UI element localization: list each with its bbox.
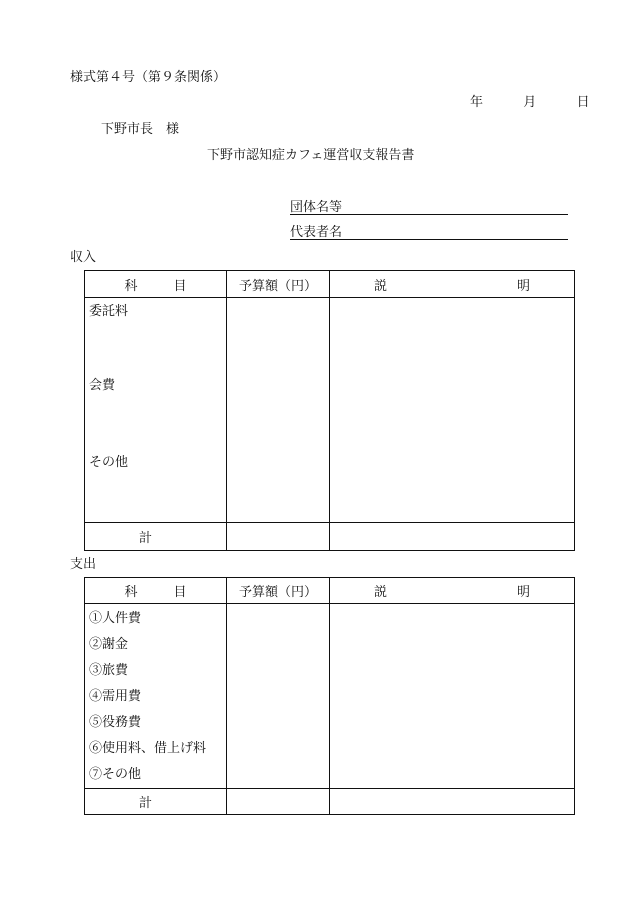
expense-header-row — [85, 578, 575, 604]
date-month: 月 — [523, 95, 537, 110]
income-header-item — [85, 271, 227, 298]
expense-item: ⑦その他 — [89, 767, 142, 782]
income-item: その他 — [89, 455, 129, 470]
expense-total-budget[interactable] — [227, 789, 330, 815]
group-name-label: 団体名等 — [290, 200, 343, 215]
expense-budget-cell[interactable] — [227, 604, 330, 789]
income-header-budget: 予算額（円） — [227, 271, 330, 298]
income-item: 会費 — [89, 378, 116, 393]
expense-item: ④需用費 — [89, 689, 142, 704]
income-total-description[interactable] — [330, 523, 575, 551]
income-total-row — [85, 523, 575, 551]
expense-header-budget: 予算額（円） — [227, 578, 330, 604]
expense-header-description — [330, 578, 575, 604]
document-title: 下野市認知症カフェ運営収支報告書 — [207, 148, 415, 163]
date-year: 年 — [470, 95, 484, 110]
expense-section-label: 支出 — [70, 557, 97, 572]
income-items-row — [85, 298, 575, 523]
representative-field[interactable] — [290, 221, 568, 240]
expense-items-row — [85, 604, 575, 789]
expense-table — [84, 577, 575, 815]
income-total-budget[interactable] — [227, 523, 330, 551]
header-item-a: 科 — [124, 585, 138, 600]
expense-item: ⑥使用料、借上げ料 — [89, 741, 207, 756]
date-day: 日 — [576, 95, 590, 110]
header-item-b: 目 — [173, 278, 187, 294]
income-items-cell — [85, 298, 227, 523]
income-budget-cell[interactable] — [227, 298, 330, 523]
expense-total-row — [85, 789, 575, 815]
income-table — [84, 270, 575, 551]
header-desc-b: 明 — [517, 585, 531, 600]
header-desc-a: 説 — [373, 585, 387, 600]
income-total-label: 計 — [85, 523, 227, 551]
income-description-cell[interactable] — [330, 298, 575, 523]
date-line — [470, 95, 590, 111]
expense-total-label: 計 — [85, 789, 227, 815]
addressee: 下野市長 様 — [101, 122, 180, 137]
income-item: 委託料 — [89, 304, 129, 319]
expense-items-cell — [85, 604, 227, 789]
group-name-field[interactable] — [290, 196, 568, 215]
expense-item: ①人件費 — [89, 611, 142, 626]
expense-description-cell[interactable] — [330, 604, 575, 789]
expense-item: ②謝金 — [89, 637, 129, 652]
header-desc-a: 説 — [373, 278, 387, 294]
income-section-label: 収入 — [70, 250, 97, 265]
expense-header-item — [85, 578, 227, 604]
income-header-description — [330, 271, 575, 298]
expense-total-description[interactable] — [330, 789, 575, 815]
form-number: 様式第４号（第９条関係） — [70, 70, 227, 85]
header-desc-b: 明 — [517, 278, 531, 294]
expense-item: ③旅費 — [89, 663, 129, 678]
expense-item: ⑤役務費 — [89, 715, 142, 730]
representative-label: 代表者名 — [290, 225, 343, 240]
header-item-a: 科 — [124, 278, 138, 294]
header-item-b: 目 — [173, 585, 187, 600]
income-header-row — [85, 271, 575, 298]
